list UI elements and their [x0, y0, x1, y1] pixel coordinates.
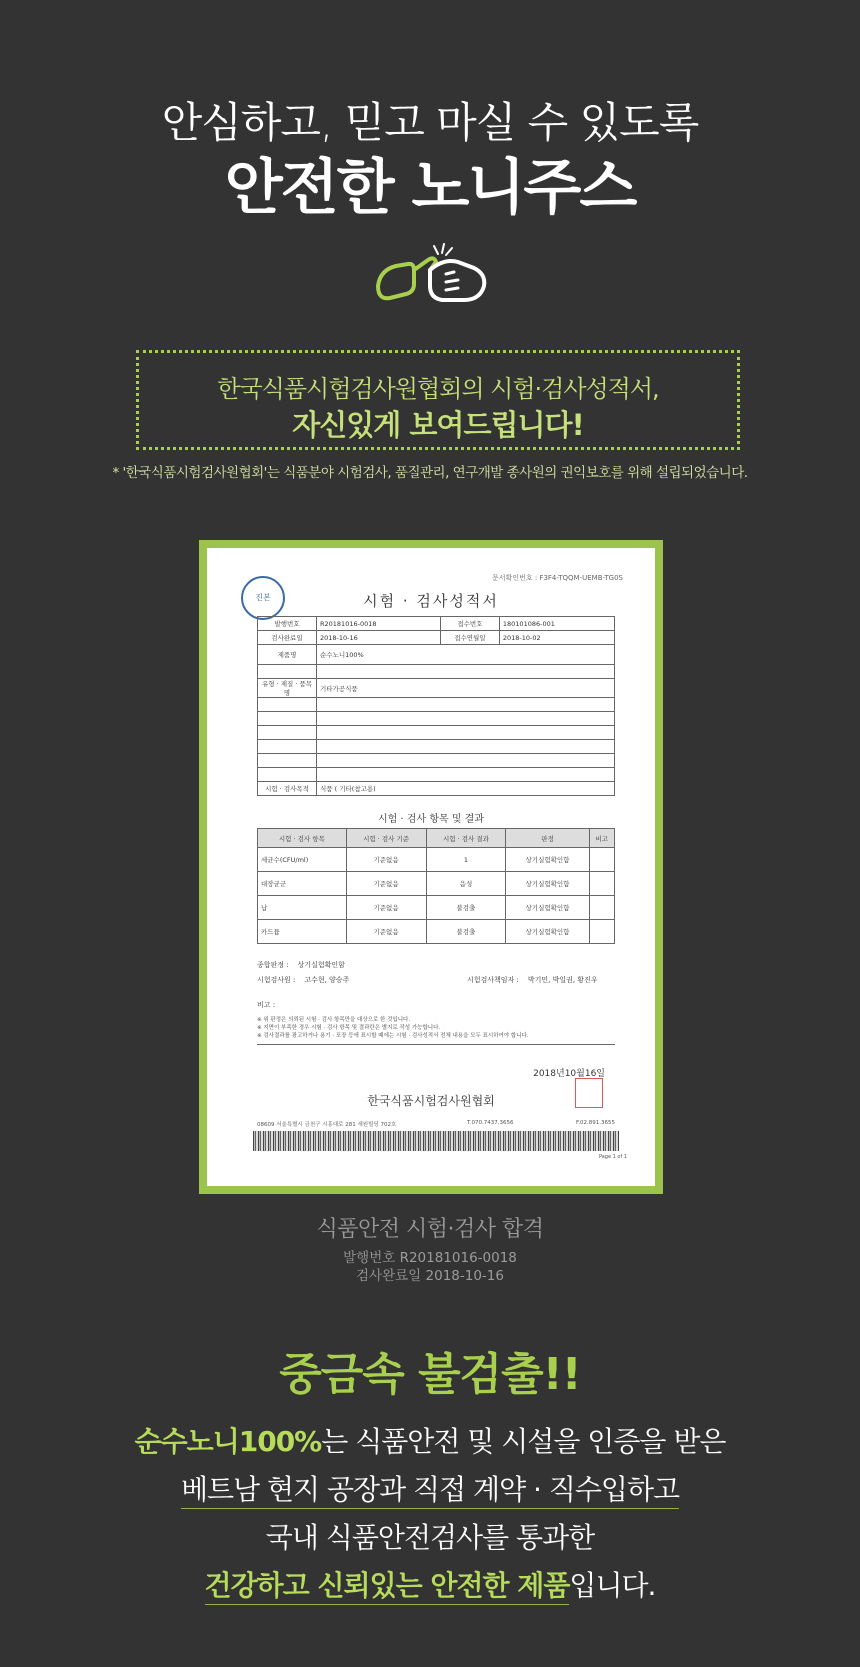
caption-completion-date: 검사완료일 2018-10-16 — [356, 1268, 504, 1284]
table-row: 납 기준없음 불검출 상기실험확인함 — [258, 896, 615, 920]
official-stamp-icon — [575, 1078, 603, 1108]
caption-issue-number: 발행번호 R20181016-0018 — [343, 1250, 517, 1266]
authenticity-seal: 진본 — [241, 576, 285, 620]
hero-title: 안전한 노니주스 — [224, 153, 636, 223]
certificate-address: 08609 서울특별시 금천구 시흥대로 281 세원빌딩 702호 T.070.7437.3656 F.02.891.3655 — [257, 1120, 615, 1128]
body-highlight-1: 순수노니100% — [134, 1425, 322, 1458]
barcode-icon — [253, 1131, 619, 1151]
body-highlight-2: 건강하고 신뢰있는 안전한 제품 — [205, 1569, 570, 1605]
body-line-3: 국내 식품안전검사를 통과한 — [265, 1521, 595, 1554]
certificate-date: 2018년10월16일 — [533, 1069, 605, 1079]
notice-box — [136, 350, 740, 450]
certificate-notes: ※ 위 판정은 의뢰된 시험 · 검사 항목만을 대상으로 한 것입니다. ※ 지면이 부족한 경우 시험 · 검사 항목 및 결과란은 별지로 작성 가능합니다. ※ 검사결과를 광고하거나 용기 · 포장 등에 표시할 때에는 시험 · 검사성적서 전체 내용을 모두 표시하여야 합니다. — [257, 1016, 615, 1045]
table-row: 세균수(CFU/ml) 기준없음 1 상기실험확인함 — [258, 848, 615, 872]
caption-title: 식품안전 시험·검사 합격 — [316, 1217, 544, 1242]
notice-line2: 자신있게 보여드립니다! — [292, 408, 584, 442]
hero-subtitle: 안심하고, 믿고 마실 수 있도록 — [161, 98, 699, 147]
table-row: 카드뮴 기준없음 불검출 상기실험확인함 — [258, 920, 615, 944]
notice-footnote: * '한국식품시험검사원협회'는 식품분야 시험검사, 품질관리, 연구개발 종사원의 권익보호를 위해 설립되었습니다. — [112, 465, 748, 481]
notice-line1: 한국식품시험검사원협회의 시험·검사성적서, — [217, 375, 659, 403]
certificate-frame — [199, 540, 663, 1194]
results-table: 시험 · 검사 항목 시험 · 검사 기준 시험 · 검사 결과 판정 비고 세균수(CFU/ml) 기준없음 1 상기실험확인함 대장균군 기준없음 음성 상기실험확인함 납 기준없음 불검출 상기실험확인함 카드뮴 기준없음 불검출 상기실험확인함 — [257, 828, 615, 944]
headline: 중금속 불검출!! — [279, 1349, 581, 1400]
certificate-doc-number: 문서확인번호 : F3F4-TQQM-UEMB-TG0S — [492, 574, 623, 582]
certificate-org: 한국식품시험검사원협회 — [367, 1094, 495, 1108]
table-row: 대장균군 기준없음 음성 상기실험확인함 — [258, 872, 615, 896]
body-line-2: 베트남 현지 공장과 직접 계약 · 직수입하고 — [181, 1473, 679, 1509]
certificate-document: 문서확인번호 : F3F4-TQQM-UEMB-TG0S 진본 시험 · 검사성적서 발행번호 R20181016-0018 접수번호 180101086-001 검사완료일 2018-10-16 접수연월일 2018-10-02 제품명 순수노니100% 유형 · 제질 · 품목명 기타가공식품 시험 · 검사목적 식품 ( 기타(참고용) 시험 · 검사 항목 및 결과 시험 · 검사 항목 시험 · 검사 기준 시험 · 검사 결과 판정 비고 세균수(CFU/ml) 기준없음 1 상기실험확인함 대장균군 기준없음 음성 상기실험확인함 납 기준없음 불검출 상기실험확인함 카드뮴 기준없음 불검출 상기실험확인함 종합판정 : 상기실험확인함 시험검사원 : 고수현, 양승주 시험검사책임자 : 박기민, 박일권, 황진우 비고 : ※ 위 판정은 의뢰된 시험 · 검사 항목만을 대상으로 한 것입니다. ※ 지면이 부족한 경우 시험 · 검사 항목 및 결과란은 별지로 작성 가능합니다. ※ 검사결과를 광고하거나 용기 · 포장 등에 표시할 때에는 시험 · 검사성적서 전체 내용을 모두 표시하여야 합니다. 2018년10월16일 한국식품시험검사원협회 08609 서울특별시 금천구 시흥대로 281 세원빌딩 702호 T.070.7437.3656 F.02.891.3655 Page 1 of 1 — [207, 548, 655, 1186]
certificate-info-table: 발행번호 R20181016-0018 접수번호 180101086-001 검사완료일 2018-10-16 접수연월일 2018-10-02 제품명 순수노니100% 유형 · 제질 · 품목명 기타가공식품 시험 · 검사목적 식품 ( 기타(참고용) — [257, 616, 615, 796]
body-text: 순수노니100%는 식품안전 및 시설을 인증을 받은 베트남 현지 공장과 직접 계약 · 직수입하고 국내 식품안전검사를 통과한 건강하고 신뢰있는 안전한 제품입니다. — [0, 1418, 860, 1610]
results-section-title: 시험 · 검사 항목 및 결과 — [377, 814, 484, 825]
pinky-promise-icon — [370, 240, 494, 310]
certificate-summary: 종합판정 : 상기실험확인함 시험검사원 : 고수현, 양승주 시험검사책임자 : 박기민, 박일권, 황진우 비고 : — [257, 961, 598, 1009]
certificate-title: 시험 · 검사성적서 — [363, 592, 499, 610]
